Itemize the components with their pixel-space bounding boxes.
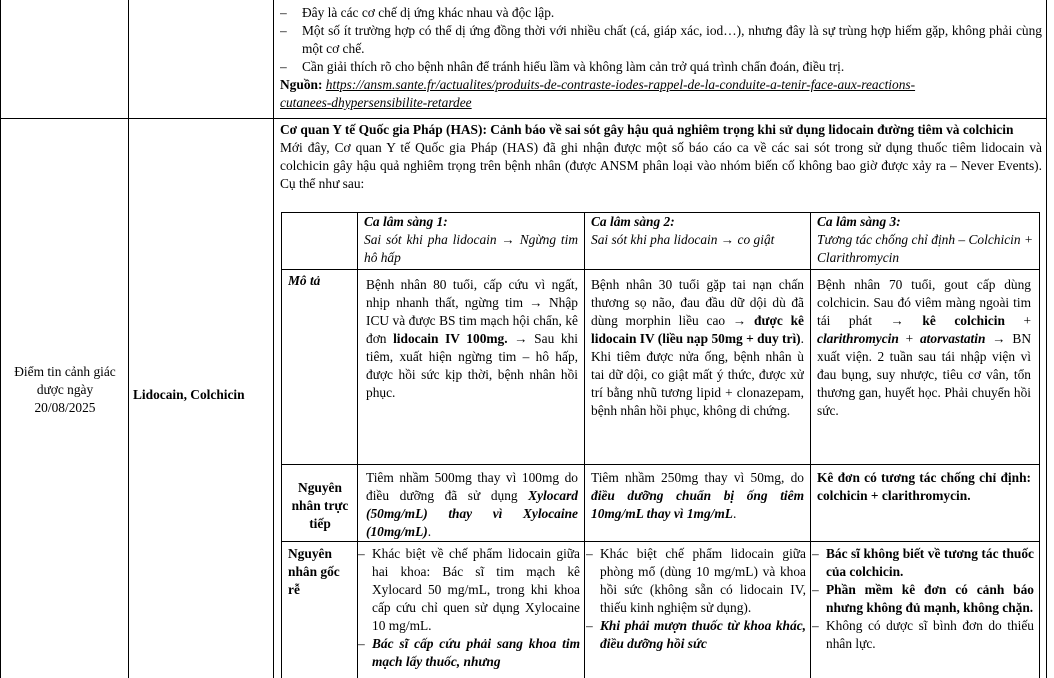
label-text: Nguyên nhân trực tiếp (291, 480, 349, 531)
source-line (280, 76, 1042, 112)
article-title: Cơ quan Y tế Quốc gia Pháp (HAS): Cảnh báo về sai sót gây hậu quả nghiêm trọng khi sử dụng lidocain đường tiêm và colchicin (280, 122, 1014, 137)
text-run-bold: → được kê lidocain IV (liều nạp 50mg + duy trì) (591, 312, 804, 346)
source-link-cont[interactable]: cutanees-dhypersensibilite-retardee (280, 94, 472, 110)
case-header-1 (364, 213, 578, 267)
root-text: Phần mềm kê đơn có cảnh báo nhưng không đủ mạnh, không chặn. (826, 581, 1034, 615)
inner-col-line-2 (584, 212, 585, 678)
root-text: Bác sĩ cấp cứu phải sang khoa tim mạch lấy thuốc, nhưng (372, 635, 580, 669)
bullet-text: Một số ít trường hợp có thể dị ứng đồng thời với nhiều chất (cá, giáp xác, iod…), nhưng đây là sự trùng hợp hiếm gặp, không phải cùng một cơ chế. (302, 22, 1042, 56)
case-subtitle: Sai sót khi pha lidocain → co giật (591, 231, 775, 247)
text-run-bolditalic: atorvastatin (919, 330, 986, 346)
text-run-bolditalic: điều dưỡng chuẩn bị ống tiêm 10mg/mL thay vì 1mg/mL (591, 487, 804, 521)
label-root-cause (288, 545, 354, 599)
source-link[interactable]: https://ansm.sante.fr/actualites/produits-de-contraste-iodes-rappel-de-la-conduite-a-tenir-face-aux-reactions- (325, 76, 916, 92)
label-text: Nguyên nhân gốc rễ (288, 546, 340, 597)
root-item (812, 545, 1034, 581)
article-intro: Mới đây, Cơ quan Y tế Quốc gia Pháp (HAS) đã ghi nhận được một số báo cáo ca về các sai sót trong sử dụng thuốc tiêm lidocain và colchicin gây hậu quả nghiêm trọng trên bệnh nhân (được ANSM phân loại vào nhóm biến cố không bao giờ được xảy ra – Never Events). Cụ thể như sau: (280, 139, 1042, 191)
root-item (358, 635, 580, 671)
row1-content (280, 4, 1042, 112)
case-subtitle: Sai sót khi pha lidocain → Ngừng tim hô hấp (364, 231, 578, 265)
root-cause-case-1 (358, 545, 580, 671)
text-run: Bệnh nhân 80 tuổi, cấp cứu vì ngất, nhịp nhanh thất, ngừng tim → Nhập ICU và được BS tim mạch hội chẩn, kê đơn (366, 277, 578, 346)
drug-label: Lidocain, Colchicin (133, 387, 245, 402)
case-header-3 (817, 213, 1033, 267)
dash-marker: – (812, 546, 819, 561)
col-divider-3 (273, 0, 274, 678)
dash-marker: – (358, 635, 365, 651)
text-run: + (1004, 312, 1031, 328)
date-cell (8, 363, 122, 417)
dash-marker: – (358, 546, 365, 561)
root-text: Khác biệt chế phẩm lidocain giữa phòng mổ (dùng 10 mg/mL) và khoa hồi sức (không sẵn có lidocain IV, thiếu kinh nghiệm sử dụng). (600, 546, 806, 615)
dash-marker: – (812, 617, 819, 633)
direct-cause-case-2 (591, 469, 804, 523)
inner-col-line-4 (1039, 212, 1040, 678)
col-divider-2 (128, 0, 129, 678)
description-case-3 (817, 276, 1031, 420)
root-cause-case-2 (586, 545, 806, 653)
text-run-bold: Kê đơn có tương tác chống chỉ định: colchicin + clarithromycin. (817, 470, 1031, 503)
text-run: + (898, 330, 920, 346)
root-text: Không có dược sĩ bình đơn do thiếu nhân lực. (826, 617, 1034, 651)
text-run: . (427, 523, 432, 539)
row-divider (0, 118, 1047, 119)
col-divider-1 (0, 0, 1, 678)
label-description (288, 272, 354, 290)
root-item (812, 617, 1034, 653)
description-case-2 (591, 276, 804, 420)
inner-row-line-2 (281, 464, 1040, 465)
root-text: Khác biệt về chế phẩm lidocain giữa hai khoa: Bác sĩ tim mạch kê Xylocard 50 mg/mL, trong khi khoa cấp cứu chỉ quen sử dụng Xylocaine 10 mg/mL. (372, 546, 580, 633)
inner-row-line-1 (281, 269, 1040, 270)
root-item (586, 545, 806, 617)
text-run-bolditalic: clarithromycin (817, 330, 899, 346)
text-run-bolditalic: Xylocard (50mg/mL) thay vì Xylocaine (10mg/mL) (366, 487, 578, 539)
root-text: Bác sĩ không biết về tương tác thuốc của colchicin. (826, 546, 1034, 579)
dash-marker: – (586, 546, 593, 561)
root-item (586, 617, 806, 653)
dash-marker: – (280, 5, 287, 20)
text-run: Tiêm nhầm 250mg thay vì 50mg, do (591, 470, 804, 485)
direct-cause-case-1 (366, 469, 578, 541)
text-run: Tiêm nhầm 500mg thay vì 100mg do điều dưỡng đã sử dụng (366, 470, 578, 503)
description-case-1 (366, 276, 578, 402)
date-label: Điểm tin cảnh giác dược ngày 20/08/2025 (14, 364, 116, 415)
dash-marker: – (280, 22, 287, 38)
col-divider-right (1046, 0, 1047, 678)
bullet-text: Đây là các cơ chế dị ứng khác nhau và độc lập. (302, 5, 555, 20)
text-run: Bệnh nhân 30 tuổi gặp tai nạn chấn thương sọ não, đau đầu dữ dội dù đã dùng morphin liều cao (591, 277, 804, 328)
drug-cell (133, 386, 273, 404)
text-run: . (732, 505, 737, 521)
text-run: Bệnh nhân 70 tuổi, gout cấp dùng colchicin. Sau đó viêm màng ngoài tim tái phát (817, 277, 1031, 328)
root-cause-case-3 (812, 545, 1034, 653)
case-heading: Ca lâm sàng 1: (364, 214, 448, 229)
case-header-2 (591, 213, 804, 249)
inner-col-line-3 (810, 212, 811, 678)
label-text: Mô tả (288, 273, 321, 288)
root-item (358, 545, 580, 635)
text-run: → BN xuất viện. 2 tuần sau tái nhập viện vì đau bụng, suy nhược, tiêu cơ vân, tổn thương gan, huyết học. Phải chuyển hồi sức. (817, 330, 1031, 418)
text-run-bold: lidocain IV 100mg. (393, 330, 508, 346)
case-heading: Ca lâm sàng 3: (817, 214, 901, 229)
dash-marker: – (280, 58, 287, 74)
bullet-item (280, 22, 1042, 58)
dash-marker: – (586, 617, 593, 633)
source-label: Nguồn: (280, 76, 323, 92)
root-text: Khi phải mượn thuốc từ khoa khác, điều dưỡng hồi sức (600, 617, 806, 651)
bullet-item (280, 4, 1042, 22)
text-run: → Sau khi tiêm, xuất hiện ngừng tim – hô hấp, được hồi sức kịp thời, bệnh nhân hồi phục. (366, 330, 578, 400)
root-item (812, 581, 1034, 617)
row2-header (280, 121, 1042, 193)
case-subtitle: Tương tác chống chỉ định – Colchicin + Clarithromycin (817, 231, 1033, 265)
inner-row-line-3 (281, 541, 1040, 542)
label-direct-cause (285, 479, 355, 533)
case-heading: Ca lâm sàng 2: (591, 214, 675, 229)
text-run-bold: → kê colchicin (890, 312, 1005, 328)
direct-cause-case-3 (817, 469, 1031, 505)
bullet-item (280, 58, 1042, 76)
bullet-text: Cần giải thích rõ cho bệnh nhân để tránh hiểu lầm và không làm cản trở quá trình chẩn đoán, điều trị. (302, 58, 845, 74)
dash-marker: – (812, 581, 819, 597)
text-run: . Khi tiêm được nửa ống, bệnh nhân ù tai dữ dội, co giật mất ý thức, được xử trí bằng nhũ tương lipid + clonazepam, bệnh nhân hồi phục, không di chứng. (591, 330, 804, 418)
inner-col-line-0 (281, 212, 282, 678)
